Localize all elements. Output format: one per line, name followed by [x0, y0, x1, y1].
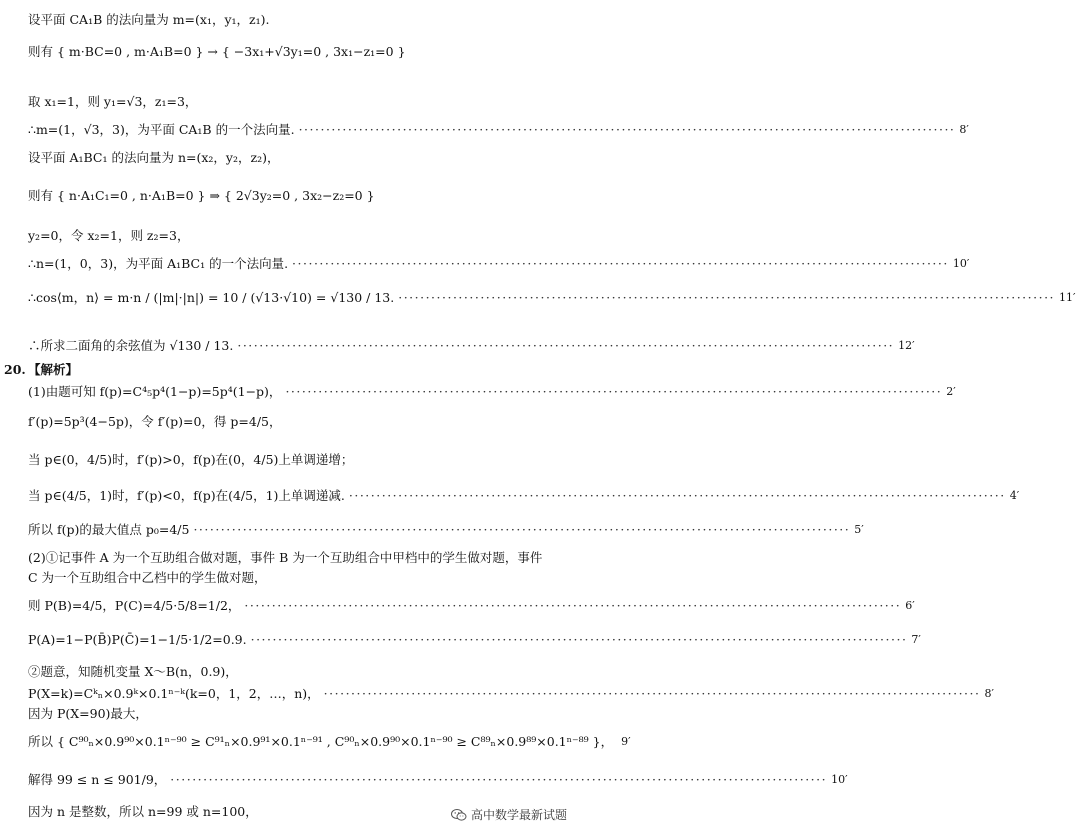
solution-line	[28, 188, 577, 204]
leader-dots: ························································································································	[292, 256, 949, 271]
solution-line	[28, 706, 577, 722]
line-text: P(A)=1−P(B̄)P(C̄)=1−1/5·1/2=0.9.	[28, 632, 247, 647]
score-mark: 10′	[952, 257, 970, 270]
line-text: 则有 { m·BC=0 , m·A₁B=0 } → { −3x₁+√3y₁=0 , 3x₁−z₁=0 }	[28, 44, 406, 59]
line-text: 则 P(B)=4/5，P(C)=4/5·5/8=1/2，	[28, 598, 241, 613]
line-text: 当 p∈(0，4/5)时，f′(p)>0，f(p)在(0，4/5)上单调递增；	[28, 452, 354, 467]
leader-dots: ························································································································	[250, 632, 908, 647]
solution-line	[28, 632, 921, 648]
line-text: 设平面 A₁BC₁ 的法向量为 n=(x₂，y₂，z₂)，	[28, 150, 280, 165]
score-mark: 8′	[959, 123, 969, 136]
line-text: 所以 { C⁹⁰ₙ×0.9⁹⁰×0.1ⁿ⁻⁹⁰ ≥ C⁹¹ₙ×0.9⁹¹×0.1ⁿ⁻⁹¹ , C⁹⁰ₙ×0.9⁹⁰×0.1ⁿ⁻⁹⁰ ≥ C⁸⁹ₙ×0.9⁸⁹×0.1ⁿ⁻⁸⁹ }，	[28, 734, 614, 749]
line-text: 解得 99 ≤ n ≤ 901/9，	[28, 772, 167, 787]
solution-line	[4, 362, 577, 378]
solution-line	[28, 734, 631, 750]
solution-line	[28, 12, 577, 28]
leader-dots: ························································································································	[323, 686, 981, 701]
score-mark: 9′	[621, 735, 631, 748]
line-text: 因为 n 是整数，所以 n=99 或 n=100，	[28, 804, 258, 819]
line-text: P(X=k)=Cᵏₙ×0.9ᵏ×0.1ⁿ⁻ᵏ(k=0，1，2，…，n)，	[28, 686, 320, 701]
line-text: ∴cos⟨m，n⟩ = m·n / (|m|·|n|) = 10 / (√13·√10) = √130 / 13.	[28, 290, 395, 305]
line-text: (1)由题可知 f(p)=C⁴₅p⁴(1−p)=5p⁴(1−p)，	[28, 384, 282, 399]
line-text: C 为一个互助组合中乙档中的学生做对题，	[28, 570, 267, 585]
score-mark: 7′	[911, 633, 921, 646]
solution-line	[28, 256, 970, 272]
line-text: 当 p∈(4/5，1)时，f′(p)<0，f(p)在(4/5，1)上单调递减.	[28, 488, 345, 503]
line-text: 所以 f(p)的最大值点 p₀=4/5	[28, 522, 190, 537]
score-mark: 11′	[1059, 291, 1076, 304]
leader-dots: ························································································································	[298, 122, 956, 137]
score-mark: 5′	[854, 523, 864, 536]
solution-line	[28, 550, 577, 566]
line-text: ∴n=(1，0，3)，为平面 A₁BC₁ 的一个法向量.	[28, 256, 289, 271]
line-text: 因为 P(X=90)最大，	[28, 706, 148, 721]
solution-line	[28, 290, 1076, 306]
leader-dots: ························································································································	[170, 772, 828, 787]
leader-dots: ························································································································	[398, 290, 1056, 305]
line-text: ∴m=(1，√3，3)，为平面 CA₁B 的一个法向量.	[28, 122, 295, 137]
score-mark: 4′	[1009, 489, 1020, 502]
solution-line	[28, 338, 915, 354]
wechat-icon	[451, 808, 467, 822]
line-text: y₂=0，令 x₂=1，则 z₂=3，	[28, 228, 190, 243]
score-mark: 12′	[898, 339, 915, 352]
line-text: (2)①记事件 A 为一个互助组合做对题，事件 B 为一个互助组合中甲档中的学生做对题，事件	[28, 550, 543, 565]
score-mark: 2′	[946, 385, 956, 398]
solution-line	[28, 598, 915, 614]
solution-line	[28, 664, 577, 680]
watermark-logo	[451, 806, 567, 823]
leader-dots: ························································································································	[285, 384, 943, 399]
leader-dots: ························································································································	[237, 338, 895, 353]
solution-line	[28, 384, 956, 400]
score-mark: 10′	[831, 773, 848, 786]
watermark-text: 高中数学最新试题	[470, 808, 567, 822]
score-mark: 8′	[984, 687, 994, 700]
solution-line	[28, 44, 577, 60]
solution-line	[28, 522, 864, 538]
question-number: 20.	[4, 362, 26, 377]
solution-line	[28, 414, 577, 430]
solution-line	[28, 122, 969, 138]
line-text: 【解析】	[28, 362, 79, 377]
line-text: 设平面 CA₁B 的法向量为 m=(x₁，y₁，z₁).	[28, 12, 270, 27]
line-text: f′(p)=5p³(4−5p)，令 f′(p)=0，得 p=4/5，	[28, 414, 282, 429]
solution-line	[28, 150, 577, 166]
solution-line	[28, 452, 577, 468]
solution-line	[28, 772, 848, 788]
line-text: 则有 { n·A₁C₁=0 , n·A₁B=0 } ⇒ { 2√3y₂=0 , 3x₂−z₂=0 }	[28, 188, 375, 203]
line-text: 取 x₁=1，则 y₁=√3，z₁=3，	[28, 94, 198, 109]
score-mark: 6′	[905, 599, 915, 612]
leader-dots: ························································································································	[193, 522, 851, 537]
solution-line	[28, 228, 577, 244]
solution-line	[28, 570, 577, 586]
solution-line	[28, 488, 1020, 504]
leader-dots: ························································································································	[348, 488, 1006, 503]
solution-line	[28, 94, 577, 110]
solution-line	[28, 686, 994, 702]
line-text: ∴所求二面角的余弦值为 √130 / 13.	[28, 338, 234, 353]
leader-dots: ························································································································	[244, 598, 902, 613]
line-text: ②题意，知随机变量 X～B(n，0.9)，	[28, 664, 238, 679]
